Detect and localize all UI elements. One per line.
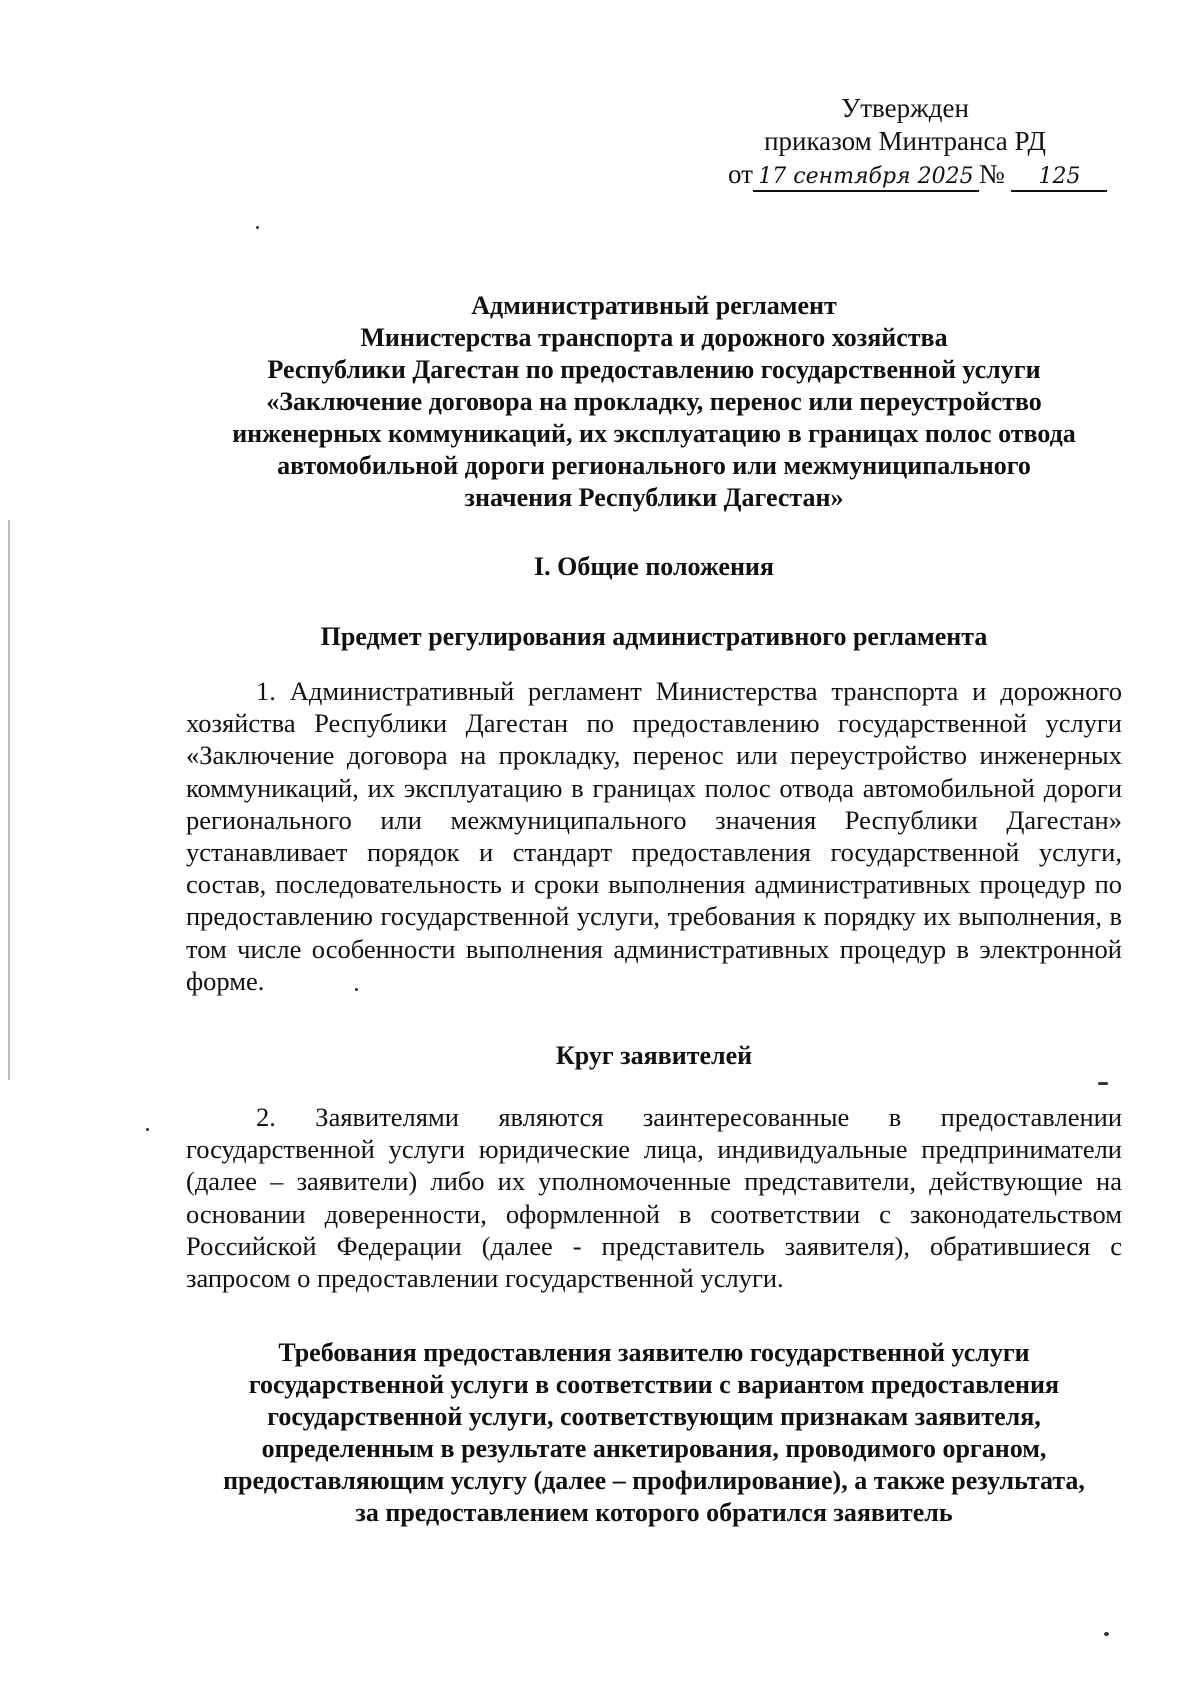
ot-prefix: от — [728, 159, 753, 189]
scan-edge-artifact — [8, 520, 10, 1080]
requirements-line: предоставляющим услугу (далее – профилирование), а также результата, — [223, 1466, 1085, 1496]
document-title — [186, 290, 1122, 514]
approval-line-1: Утвержден — [841, 93, 969, 123]
requirements-line: государственной услуги, соответствующим признакам заявителя, — [267, 1402, 1041, 1432]
subheading-subject: Предмет регулирования административного регламента — [320, 622, 988, 651]
title-line: «Заключение договора на прокладку, перенос или переустройство — [266, 387, 1042, 416]
approval-line-2: приказом Минтранса РД — [764, 126, 1046, 156]
title-line: автомобильной дороги регионального или межмуниципального — [277, 451, 1031, 480]
title-line: Республики Дагестан по предоставлению государственной услуги — [267, 355, 1041, 384]
title-line: значения Республики Дагестан» — [464, 483, 844, 512]
heading-applicants: Круг заявителей — [555, 1041, 753, 1071]
approval-block — [700, 92, 1110, 192]
scan-speck — [146, 1128, 149, 1131]
paragraph-1: 1. Административный регламент Министерства транспорта и дорожного хозяйства Республики Дагестан по предоставлению государственной услуги «Заключение договора на прокладку, перенос или переустройство инженерных коммуникаций, их эксплуатацию в границах полос отвода автомобильной дороги регионального или межмуниципального значения Республики Дагестан» устанавливает порядок и стандарт предоставления государственной услуги, состав, последовательность и сроки выполнения административных процедур по предоставлению государственной услуги, требования к порядку их выполнения, в том числе особенности выполнения административных процедур в электронной форме. — [186, 676, 1122, 996]
requirements-line: Требования предоставления заявителю государственной услуги — [278, 1338, 1030, 1368]
paragraph-2: 2. Заявителями являются заинтересованные в предоставлении государственной услуги юридические лица, индивидуальные предприниматели (далее – заявители) либо их уполномоченные представители, действующие на основании доверенности, оформленной в соответствии с законодательством Российской Федерации (далее - представитель заявителя), обратившиеся с запросом о предоставлении государственной услуги. — [186, 1102, 1122, 1294]
scan-speck — [1104, 1632, 1109, 1636]
number-sign: № — [978, 159, 1005, 189]
handwritten-number: 125 — [1011, 164, 1107, 192]
title-line: Министерства транспорта и дорожного хозяйства — [360, 323, 948, 352]
section-heading-general: I. Общие положения — [534, 552, 774, 581]
heading-requirements — [186, 1337, 1122, 1529]
handwritten-date: 17 сентября 2025 — [753, 164, 979, 192]
document-content — [186, 290, 1122, 1529]
scan-speck — [256, 226, 259, 229]
requirements-line: определенным в результате анкетирования, проводимого органом, — [261, 1434, 1047, 1464]
requirements-line: за предоставлением которого обратился заявитель — [355, 1498, 953, 1528]
title-line: Административный регламент — [471, 291, 837, 320]
title-line: инженерных коммуникаций, их эксплуатацию в границах полос отвода — [232, 419, 1076, 448]
approval-date-line — [700, 158, 1110, 192]
requirements-line: государственной услуги в соответствии с вариантом предоставления — [248, 1370, 1060, 1400]
